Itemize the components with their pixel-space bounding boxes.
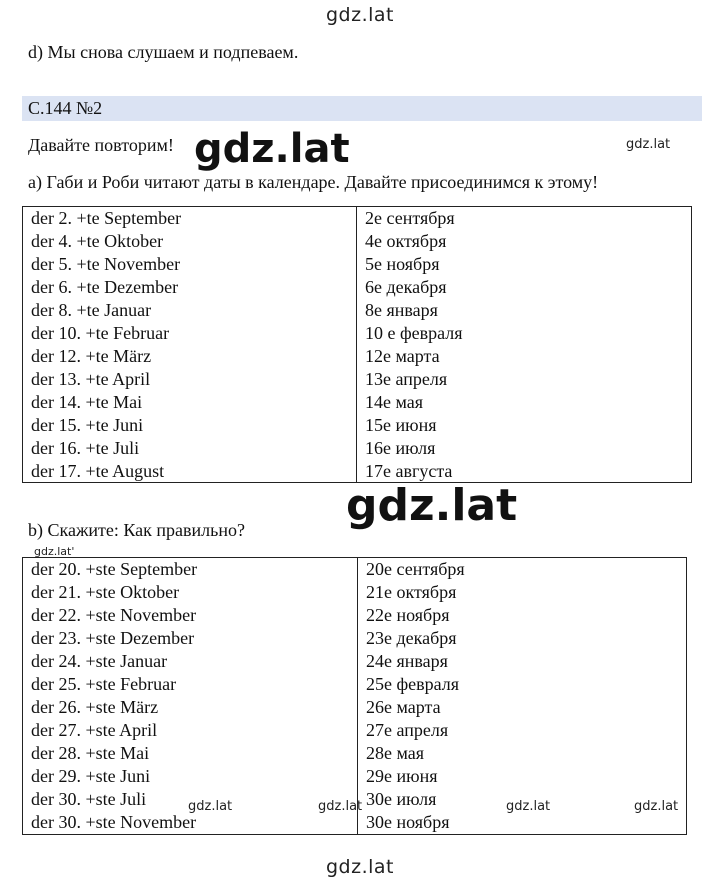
- table-row: [23, 719, 687, 742]
- table-row: [23, 558, 687, 582]
- table-row: [23, 299, 685, 322]
- watermark-top: gdz.lat: [325, 4, 394, 26]
- german-date-cell: der 13. +te April: [23, 368, 357, 391]
- german-date-cell: der 12. +te März: [23, 345, 357, 368]
- watermark-bottom: gdz.lat: [325, 856, 394, 878]
- russian-date-cell: 22е ноября: [366, 605, 450, 625]
- russian-date-cell: 17е августа: [365, 461, 453, 481]
- table-a: [23, 207, 685, 483]
- watermark-small-6: gdz.lat: [634, 799, 679, 814]
- russian-date-cell: 15е июня: [365, 415, 437, 435]
- watermark-small-5: gdz.lat: [506, 799, 551, 814]
- german-date-cell: der 8. +te Januar: [23, 299, 357, 322]
- russian-date-cell: 4е октября: [365, 231, 447, 251]
- russian-date-cell: 20е сентября: [366, 559, 465, 579]
- russian-date-cell: 6е декабря: [365, 277, 447, 297]
- table-row: [23, 765, 687, 788]
- german-date-cell: der 21. +ste Oktober: [23, 581, 358, 604]
- table-row: [23, 414, 685, 437]
- table-row: [23, 345, 685, 368]
- russian-date-cell: 23е декабря: [366, 628, 457, 648]
- russian-date-cell: 5е ноября: [365, 254, 440, 274]
- german-date-cell: der 25. +ste Februar: [23, 673, 358, 696]
- russian-date-cell: 12е марта: [365, 346, 440, 366]
- part-b-instruction: b) Скажите: Как правильно?: [28, 520, 245, 540]
- table-row: [23, 673, 687, 696]
- russian-date-cell: 8е января: [365, 300, 438, 320]
- watermark-big-2: gdz.lat: [346, 480, 518, 531]
- german-date-cell: der 24. +ste Januar: [23, 650, 358, 673]
- german-date-cell: der 10. +te Februar: [23, 322, 357, 345]
- german-date-cell: der 22. +ste November: [23, 604, 358, 627]
- russian-date-cell: 21е октября: [366, 582, 457, 602]
- german-date-cell: der 16. +te Juli: [23, 437, 357, 460]
- table-row: [23, 696, 687, 719]
- russian-date-cell: 10 е февраля: [365, 323, 463, 343]
- russian-date-cell: 29е июня: [366, 766, 438, 786]
- russian-date-cell: 30е ноября: [366, 812, 450, 832]
- german-date-cell: der 14. +te Mai: [23, 391, 357, 414]
- russian-date-cell: 16е июля: [365, 438, 436, 458]
- repeat-heading: Давайте повторим!: [28, 135, 174, 155]
- russian-date-cell: 28е мая: [366, 743, 425, 763]
- table-row: [23, 437, 685, 460]
- watermark-small-4: gdz.lat: [318, 799, 363, 814]
- german-date-cell: der 29. +ste Juni: [23, 765, 358, 788]
- table-row: [23, 276, 685, 299]
- german-date-cell: der 30. +ste Juli: [23, 788, 358, 811]
- table-row: [23, 391, 685, 414]
- part-a-instruction: a) Габи и Роби читают даты в календаре. Давайте присоединимся к этому!: [28, 172, 599, 192]
- russian-date-cell: 24е января: [366, 651, 448, 671]
- german-date-cell: der 27. +ste April: [23, 719, 358, 742]
- german-date-cell: der 30. +ste November: [23, 811, 358, 835]
- russian-date-cell: 27е апреля: [366, 720, 449, 740]
- watermark-small-1: gdz.lat: [626, 137, 671, 152]
- table-row: [23, 581, 687, 604]
- russian-date-cell: 14е мая: [365, 392, 424, 412]
- german-date-cell: der 2. +te September: [23, 207, 357, 230]
- page-ref-band: [22, 96, 702, 121]
- german-date-cell: der 23. +ste Dezember: [23, 627, 358, 650]
- german-date-cell: der 20. +ste September: [23, 558, 358, 582]
- german-date-cell: der 5. +te November: [23, 253, 357, 276]
- russian-date-cell: 26е марта: [366, 697, 441, 717]
- watermark-big-1: gdz.lat: [194, 126, 350, 172]
- russian-date-cell: 13е апреля: [365, 369, 448, 389]
- russian-date-cell: 25е февраля: [366, 674, 460, 694]
- page-ref-title: С.144 №2: [28, 98, 103, 118]
- german-date-cell: der 26. +ste März: [23, 696, 358, 719]
- table-row: [23, 627, 687, 650]
- russian-date-cell: 30е июля: [366, 789, 437, 809]
- table-row: [23, 604, 687, 627]
- table-row: [23, 253, 685, 276]
- table-row: [23, 650, 687, 673]
- table-a-frame: [22, 206, 692, 483]
- watermark-small-2: gdz.lat': [34, 545, 75, 558]
- german-date-cell: der 6. +te Dezember: [23, 276, 357, 299]
- german-date-cell: der 17. +te August: [23, 460, 357, 483]
- german-date-cell: der 15. +te Juni: [23, 414, 357, 437]
- table-row: [23, 322, 685, 345]
- watermark-small-3: gdz.lat: [188, 799, 233, 814]
- table-row: [23, 207, 685, 230]
- table-row: [23, 742, 687, 765]
- section-d-text: d) Мы снова слушаем и подпеваем.: [28, 42, 299, 62]
- table-row: [23, 811, 687, 835]
- table-row: [23, 230, 685, 253]
- table-row: [23, 368, 685, 391]
- german-date-cell: der 28. +ste Mai: [23, 742, 358, 765]
- russian-date-cell: 2е сентября: [365, 208, 455, 228]
- german-date-cell: der 4. +te Oktober: [23, 230, 357, 253]
- table-b: [22, 557, 687, 835]
